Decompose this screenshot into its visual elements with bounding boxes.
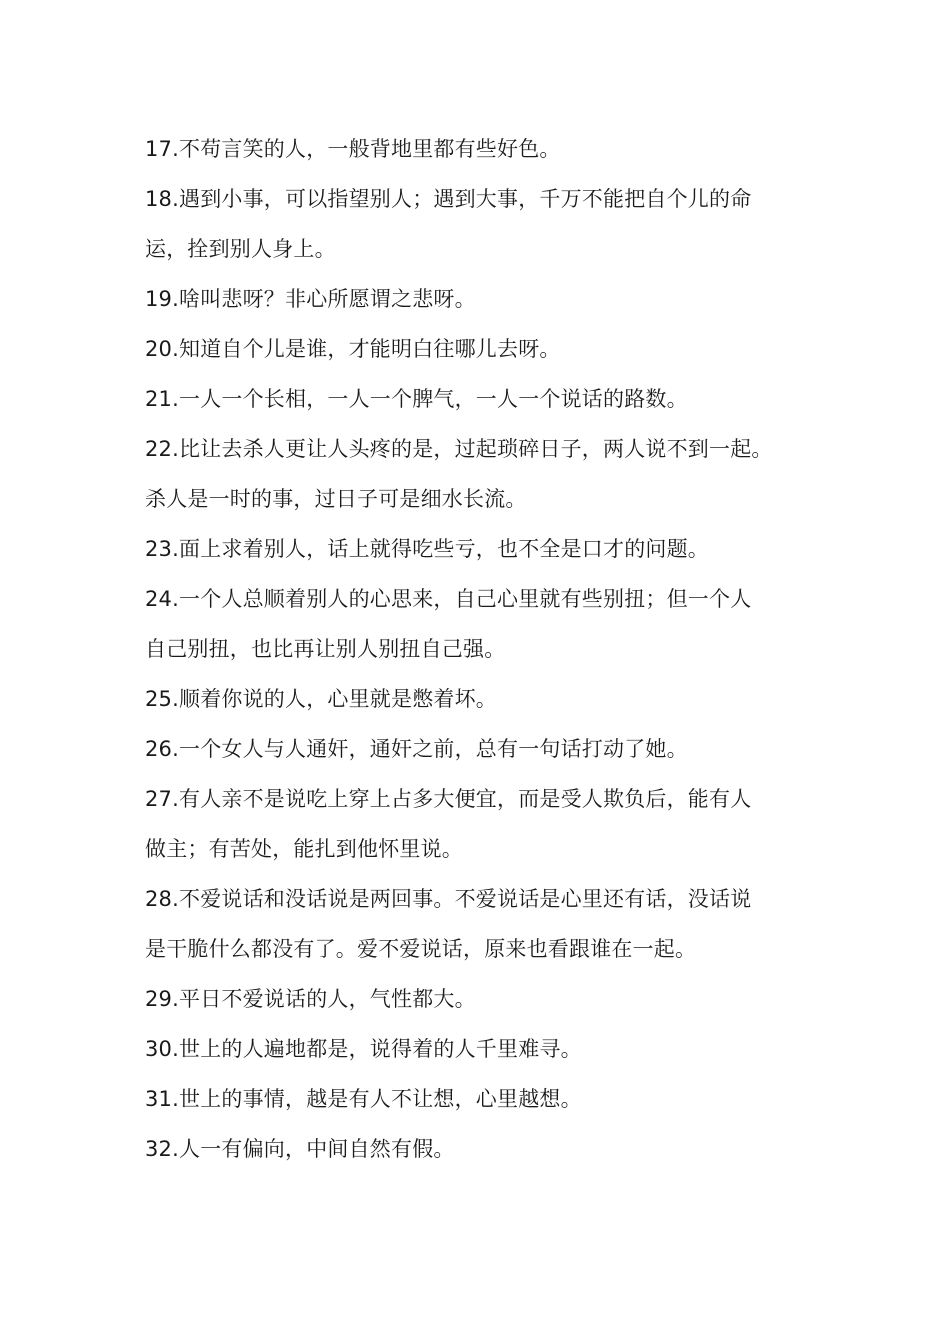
- text-line: 26.一个女人与人通奸，通奸之前，总有一句话打动了她。: [145, 737, 688, 761]
- text-line: 32.人一有偏向，中间自然有假。: [145, 1137, 455, 1161]
- text-line: 23.面上求着别人，话上就得吃些亏，也不全是口才的问题。: [145, 537, 709, 561]
- text-line: 25.顺着你说的人，心里就是憋着坏。: [145, 687, 497, 711]
- text-line: 自己别扭，也比再让别人别扭自己强。: [145, 637, 506, 661]
- text-line: 是干脆什么都没有了。爱不爱说话，原来也看跟谁在一起。: [145, 937, 697, 961]
- quote-list: [145, 124, 825, 1174]
- text-line: 17.不苟言笑的人，一般背地里都有些好色。: [145, 137, 561, 161]
- text-line: 20.知道自个儿是谁，才能明白往哪儿去呀。: [145, 337, 561, 361]
- text-line: 18.遇到小事，可以指望别人；遇到大事，千万不能把自个儿的命: [145, 187, 752, 211]
- text-line: 杀人是一时的事，过日子可是细水长流。: [145, 487, 527, 511]
- text-line: 19.啥叫悲呀？非心所愿谓之悲呀。: [145, 287, 476, 311]
- text-line: 24.一个人总顺着别人的心思来，自己心里就有些别扭；但一个人: [145, 587, 752, 611]
- text-line: 27.有人亲不是说吃上穿上占多大便宜，而是受人欺负后，能有人: [145, 787, 752, 811]
- text-line: 28.不爱说话和没话说是两回事。不爱说话是心里还有话，没话说: [145, 887, 752, 911]
- text-line: 29.平日不爱说话的人，气性都大。: [145, 987, 476, 1011]
- text-line: 运，拴到别人身上。: [145, 237, 336, 261]
- text-line: 做主；有苦处，能扎到他怀里说。: [145, 837, 463, 861]
- text-line: 31.世上的事情，越是有人不让想，心里越想。: [145, 1087, 582, 1111]
- text-line: 30.世上的人遍地都是，说得着的人千里难寻。: [145, 1037, 582, 1061]
- text-line: 22.比让去杀人更让人头疼的是，过起琐碎日子，两人说不到一起。: [145, 437, 773, 461]
- text-line: 21.一人一个长相，一人一个脾气，一人一个说话的路数。: [145, 387, 688, 411]
